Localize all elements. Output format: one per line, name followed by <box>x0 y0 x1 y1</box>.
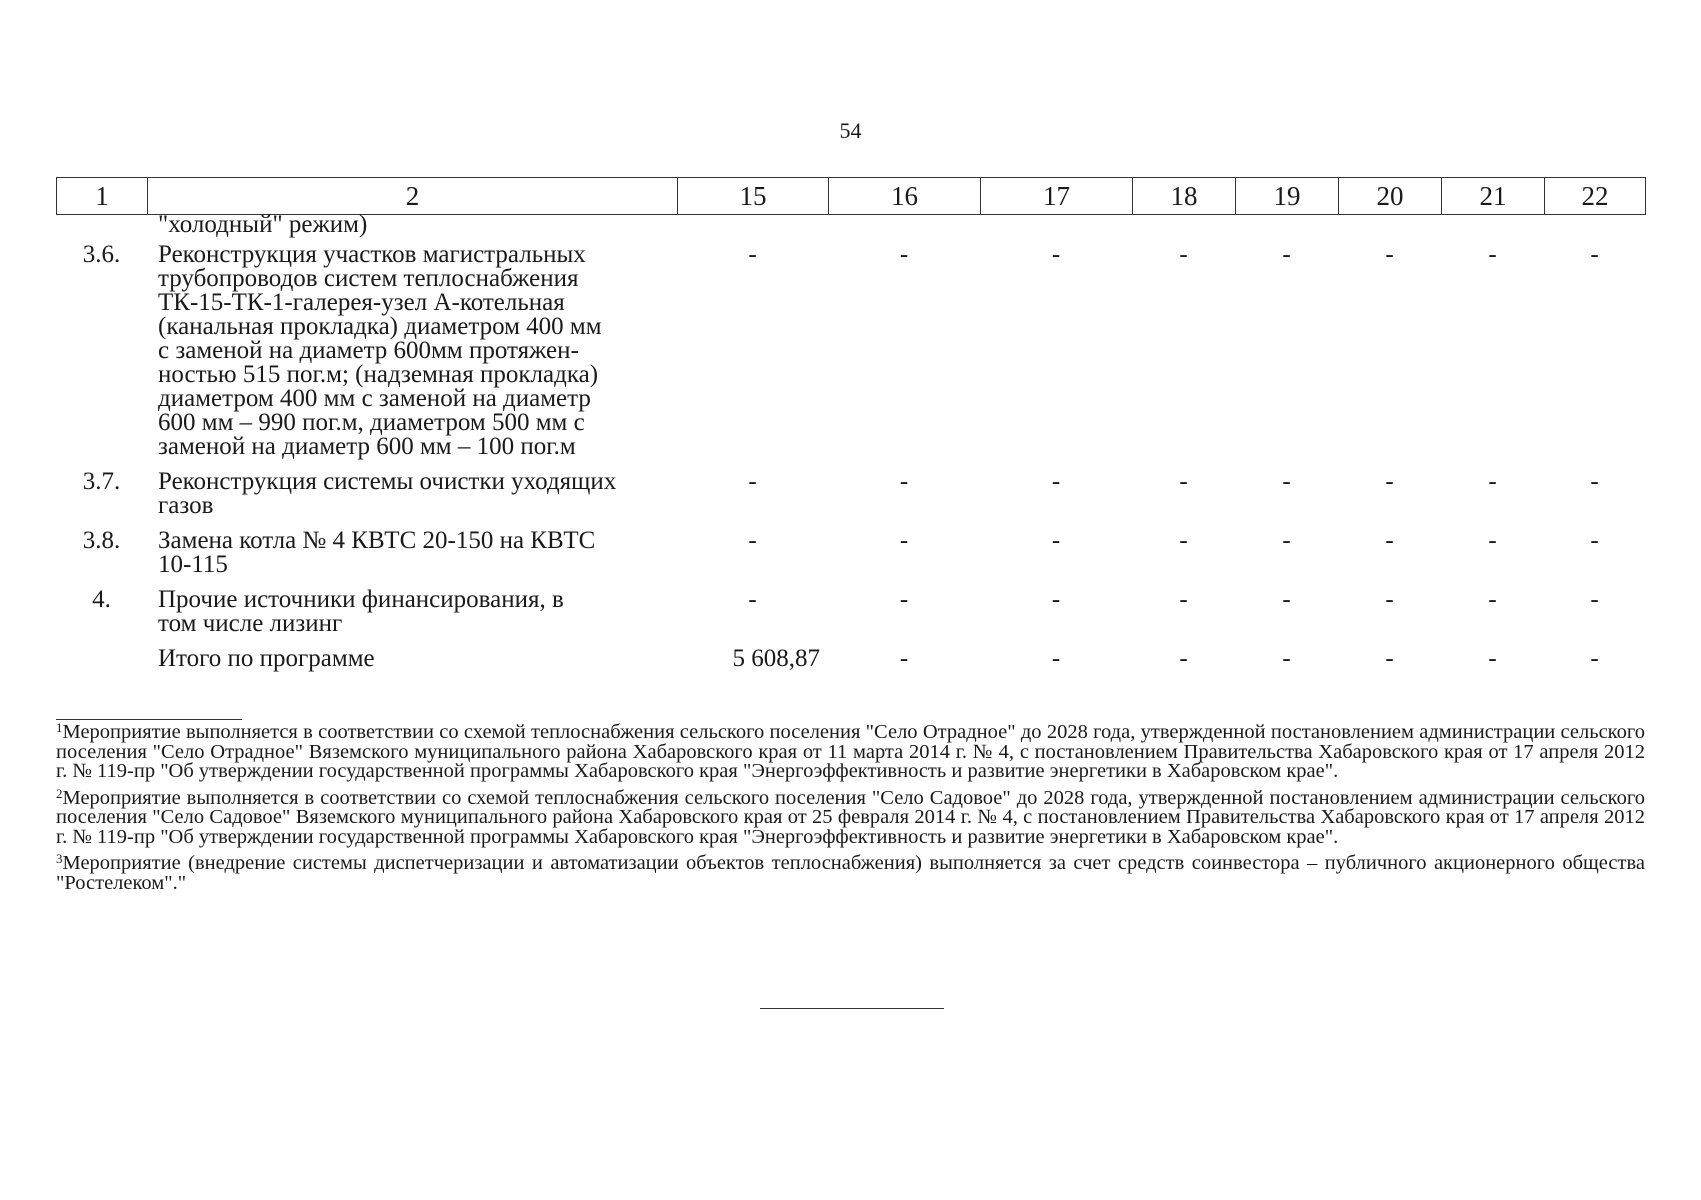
row-value: - <box>899 468 909 495</box>
row-number: 4. <box>92 586 111 613</box>
row-value: - <box>1282 468 1291 495</box>
table-row <box>56 529 1645 577</box>
row-value: - <box>1590 645 1599 672</box>
row-value: - <box>899 586 909 613</box>
end-of-document-line <box>760 1008 944 1009</box>
table-row <box>56 213 1645 237</box>
header-cell: 19 <box>1236 178 1339 215</box>
row-value: - <box>1385 586 1394 613</box>
row-value: - <box>1051 527 1061 554</box>
table-body <box>56 213 1645 671</box>
row-value <box>1338 213 1441 237</box>
footnote-marker: 2 <box>56 785 63 801</box>
row-value: - <box>899 645 909 672</box>
footnote <box>56 720 1645 782</box>
row-value: - <box>1282 241 1291 268</box>
row-value: - <box>1385 241 1394 268</box>
header-cell: 1 <box>57 178 148 215</box>
footnote-text: Мероприятие (внедрение системы диспетчеризации и автоматизации объектов теплоснабжения) выполняется за счет средств соинвестора – публичного акционерного общества "Ростелеком"." <box>56 852 1645 894</box>
row-value: - <box>899 241 909 268</box>
row-number <box>56 647 147 671</box>
header-cell: 22 <box>1545 178 1646 215</box>
header-cell: 17 <box>981 178 1133 215</box>
row-value: - <box>1179 645 1188 672</box>
row-value: - <box>1282 645 1291 672</box>
row-value: - <box>1590 527 1599 554</box>
row-number: 3.8. <box>82 527 121 554</box>
footnote <box>56 785 1645 848</box>
row-number: 3.6. <box>82 241 121 268</box>
row-value: - <box>1385 468 1394 495</box>
footnote <box>56 851 1645 894</box>
row-value <box>1441 213 1544 237</box>
footnote-text: Мероприятие выполняется в соответствии со схемой теплоснабжения сельского поселения "Село Отрадное" до 2028 года, утвержденной постановлением администрации сельского поселения "Село Отрадное" Вяземского муниципального района Хабаровского края от 11 марта 2014 г. № 4, с постановлением Правительства Хабаровского края от 17 апреля 2012 г. № 119-пр "Об утверждении государственной программы Хабаровского края "Энергоэффективность и развитие энергетики в Хабаровском крае". <box>56 721 1645 782</box>
table-row <box>56 588 1645 636</box>
row-value: - <box>1488 586 1497 613</box>
row-description: Реконструкция системы очистки уходящих газов <box>158 468 617 519</box>
footnote-marker: 3 <box>56 851 63 866</box>
row-value: - <box>1590 468 1599 495</box>
row-value: - <box>1282 586 1291 613</box>
row-value: - <box>748 527 757 554</box>
row-value: - <box>1051 241 1061 268</box>
row-value <box>1235 213 1338 237</box>
row-value <box>828 213 980 237</box>
row-description: Реконструкция участков магистральных трубопроводов систем теплоснабжения ТК-15-ТК-1-галерея-узел А-котельная (канальная прокладка) диаметром 400 мм с заменой на диаметр 600мм протяжен- ностью 515 пог.м; (надземная прокладка) диаметром 400 мм с заменой на диаметр 600 мм – 990 пог.м, диаметром 500 мм с заменой на диаметр 600 мм – 100 пог.м <box>158 241 602 460</box>
header-cell: 21 <box>1442 178 1545 215</box>
table-row-total <box>56 647 1645 671</box>
row-value: - <box>748 586 757 613</box>
header-cell: 16 <box>829 178 981 215</box>
header-cell: 15 <box>678 178 829 215</box>
table-row <box>56 243 1645 459</box>
header-cell: 18 <box>1133 178 1236 215</box>
row-value: - <box>1385 645 1394 672</box>
row-value: - <box>748 241 757 268</box>
row-value <box>677 213 828 237</box>
row-value: - <box>748 468 757 495</box>
column-number-header <box>56 177 1646 215</box>
row-value: - <box>1051 586 1061 613</box>
row-value: - <box>1488 241 1497 268</box>
row-value <box>1544 213 1645 237</box>
row-value: - <box>1488 468 1497 495</box>
row-value: - <box>1385 527 1394 554</box>
table-row <box>56 470 1645 518</box>
row-value: - <box>1179 241 1188 268</box>
footnote-marker: 1 <box>56 720 63 735</box>
row-description: Прочие источники финансирования, в том числе лизинг <box>158 586 564 637</box>
row-value <box>980 213 1132 237</box>
row-value: 5 608,87 <box>732 645 820 672</box>
row-value: - <box>1179 468 1188 495</box>
footnotes <box>56 720 1645 900</box>
row-description: "холодный" режим) <box>158 211 368 238</box>
row-value: - <box>1051 468 1061 495</box>
row-number <box>56 213 147 237</box>
footnote-separator <box>56 719 242 720</box>
row-description: Итого по программе <box>158 645 375 672</box>
row-value: - <box>899 527 909 554</box>
row-value: - <box>1488 527 1497 554</box>
row-value: - <box>1590 241 1599 268</box>
row-value: - <box>1488 645 1497 672</box>
header-cell: 20 <box>1339 178 1442 215</box>
page-number: 54 <box>839 118 862 143</box>
row-value <box>1132 213 1235 237</box>
footnote-text: Мероприятие выполняется в соответствии со схемой теплоснабжения сельского поселения "Село Садовое" до 2028 года, утвержденной постановлением администрации сельского поселения "Село Садовое" Вяземского муниципального района Хабаровского края от 25 февраля 2014 г. № 4, с постановлением Правительства Хабаровского края от 17 апреля 2012 г. № 119-пр "Об утверждении государственной программы Хабаровского края "Энергоэффективность и развитие энергетики в Хабаровском крае". <box>56 786 1645 848</box>
row-description: Замена котла № 4 КВТС 20-150 на КВТС 10-115 <box>158 527 596 578</box>
header-cell: 2 <box>148 178 678 215</box>
row-value: - <box>1282 527 1291 554</box>
row-value: - <box>1179 586 1188 613</box>
row-value: - <box>1590 586 1599 613</box>
row-number: 3.7. <box>82 468 121 495</box>
row-value: - <box>1179 527 1188 554</box>
row-value: - <box>1051 645 1061 672</box>
